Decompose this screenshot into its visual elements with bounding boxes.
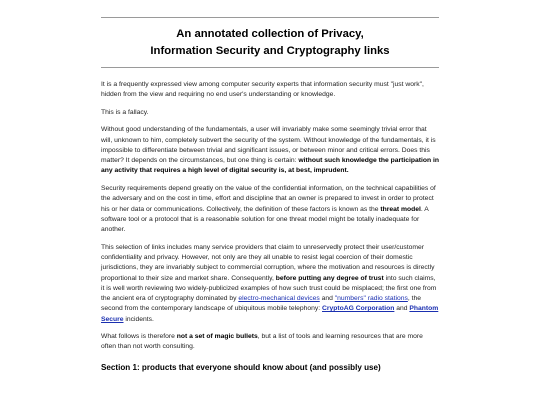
threat-model-text-b: . A software tool or a protocol that is a reasonable solution for one threat model might be totally inadequate for another. [101,205,429,234]
electro-mechanical-devices-link[interactable]: electro-mechanical devices [238,295,320,303]
phantom-secure-link[interactable]: Phantom Secure [101,305,439,323]
title-line-1: An annotated collection of Privacy, [176,28,364,40]
top-divider [101,17,439,18]
threat-model-paragraph [101,184,439,235]
numbers-radio-stations-link[interactable]: "numbers" radio stations [334,295,408,303]
fundamentals-paragraph [101,125,439,176]
trust-emphasis: before putting any degree of trust [275,274,384,282]
providers-text-b: into such claims, it is well worth reviewing two widely-publicized examples of how such trust could be misplaced; the first one from the ancient era of cryptography dominated by [101,274,437,303]
providers-text-f: incidents. [123,315,154,323]
intro-paragraph: It is a frequently expressed view among computer security experts that information security must "just work", hidden from the view and requiring no end user's understanding or knowledge. [101,81,424,99]
providers-paragraph [101,243,439,325]
providers-text-a: This selection of links includes many service providers that claim to unreservedly protect their user/customer confidentiality and privacy. However, not only are they all unable to resist legal coercion of their domestic jurisdictions, they are invariably subject to commercial corruption, where the motivation and resources is directly proportional to their size and market share. Consequently, [101,243,435,282]
conclusion-text-b: , but a list of tools and learning resources that are more often than not worth consulting. [101,333,423,351]
providers-text-d: , the second from the contemporary landscape of ubiquitous mobile telephony: [101,295,421,313]
providers-text-e: and [394,305,410,313]
conclusion-paragraph [101,332,439,353]
threat-model-text-a: Security requirements depend greatly on the value of the confidential information, on the technical capabilities of the adversary and on the cost in time, effort and discipline that an owner is prepared to invest in order to protect his or her data or communications. Collectively, the definition of these factors is known as the [101,184,436,213]
title-divider [101,67,439,68]
section-1-heading: Section 1: products that everyone should know about (and possibly use) [101,362,381,372]
cryptoag-link[interactable]: CryptoAG Corporation [322,305,395,313]
fundamentals-text: Without good understanding of the fundamentals, a user will invariably make some seemingly trivial error that will, unknown to him, completely subvert the security of the system. Without knowledge of the fundamentals, it is impossible to differentiate between trivial and significant issues, or between minor and critical errors. Does this matter? It depends on the circumstances, but one thing is certain: [101,126,436,165]
threat-model-term: threat model [380,205,421,213]
providers-text-c: and [319,295,335,303]
fundamentals-emphasis: without such knowledge the participation in any activity that requires a high level of digital security is, at best, imprudent. [101,157,439,175]
conclusion-text-a: What follows is therefore [101,333,177,341]
fallacy-paragraph: This is a fallacy. [101,108,149,116]
magic-bullets-emphasis: not a set of magic bullets [176,333,258,341]
page-title [101,26,439,59]
title-line-2: Information Security and Cryptography links [150,44,390,57]
article [101,0,439,372]
